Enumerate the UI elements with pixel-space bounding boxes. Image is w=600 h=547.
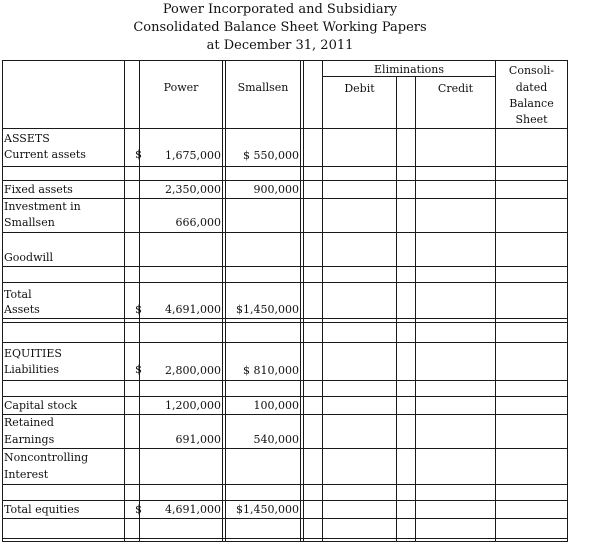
- grid-line: [124, 60, 125, 542]
- column-header-consolidated: dated: [515, 81, 548, 94]
- grid-line: [2, 414, 568, 415]
- cell-total-equities-smallsen: $1,450,000: [236, 503, 299, 516]
- row-label-noncontrolling-interest: Interest: [4, 468, 49, 481]
- row-label-total-equities: Total equities: [4, 503, 80, 516]
- cell-liabilities-power: 2,800,000: [165, 364, 221, 377]
- grid-line: [396, 76, 397, 542]
- row-label-fixed-assets: Fixed assets: [4, 183, 73, 196]
- row-label-liabilities: Liabilities: [4, 363, 60, 376]
- grid-line: [303, 60, 304, 542]
- cell-fixed-assets-power: 2,350,000: [165, 183, 221, 196]
- row-label-current-assets: Current assets: [4, 148, 86, 161]
- cell-investment-power: 666,000: [175, 216, 221, 229]
- grid-line: [567, 60, 568, 542]
- column-header-debit: Debit: [344, 82, 375, 95]
- dollar-sign: $: [135, 363, 142, 376]
- grid-line: [2, 380, 568, 381]
- column-header-consolidated: Balance: [509, 97, 554, 110]
- column-header-consolidated: Consoli-: [508, 64, 555, 77]
- cell-retained-earnings-power: 691,000: [175, 433, 221, 446]
- cell-total-assets-smallsen: $1,450,000: [236, 303, 299, 316]
- grid-line: [2, 541, 568, 542]
- grid-line: [2, 396, 568, 397]
- grid-line: [2, 322, 568, 323]
- grid-line: [2, 266, 568, 267]
- cell-current-assets-power: 1,675,000: [165, 149, 221, 162]
- grid-line: [225, 60, 226, 542]
- grid-line: [2, 128, 568, 129]
- grid-line: [322, 76, 496, 77]
- row-label-noncontrolling-interest: Noncontrolling: [4, 451, 89, 464]
- grid-line: [2, 448, 568, 449]
- grid-line: [222, 60, 223, 542]
- cell-liabilities-smallsen: $ 810,000: [243, 364, 299, 377]
- cell-retained-earnings-smallsen: 540,000: [253, 433, 299, 446]
- grid-line: [2, 500, 568, 501]
- report-title-line-2: Consolidated Balance Sheet Working Papers: [133, 20, 427, 35]
- grid-line: [2, 166, 568, 167]
- row-label-goodwill: Goodwill: [4, 251, 54, 264]
- grid-line: [415, 76, 416, 542]
- column-header-credit: Credit: [437, 82, 474, 95]
- grid-line: [2, 518, 568, 519]
- row-label-retained-earnings: Earnings: [4, 433, 55, 446]
- grid-line: [139, 60, 140, 542]
- working-paper-grid: [2, 60, 568, 542]
- column-header-eliminations: Eliminations: [374, 63, 444, 76]
- grid-line: [2, 538, 568, 539]
- grid-line: [2, 232, 568, 233]
- row-label-investment: Smallsen: [4, 216, 55, 229]
- grid-line: [322, 60, 323, 542]
- cell-capital-stock-power: 1,200,000: [165, 399, 221, 412]
- report-title-line-1: Power Incorporated and Subsidiary: [162, 2, 398, 17]
- column-header-power: Power: [163, 81, 199, 94]
- row-label-total-assets: Total: [4, 288, 32, 301]
- cell-total-equities-power: 4,691,000: [165, 503, 221, 516]
- dollar-sign: $: [135, 503, 142, 516]
- report-title-line-3: at December 31, 2011: [206, 38, 354, 53]
- cell-current-assets-smallsen: $ 550,000: [243, 149, 299, 162]
- grid-line: [2, 342, 568, 343]
- row-label-capital-stock: Capital stock: [4, 399, 78, 412]
- cell-fixed-assets-smallsen: 900,000: [253, 183, 299, 196]
- cell-total-assets-power: 4,691,000: [165, 303, 221, 316]
- row-label-retained-earnings: Retained: [4, 416, 54, 429]
- dollar-sign: $: [135, 303, 142, 316]
- grid-line: [2, 180, 568, 181]
- grid-line: [2, 282, 568, 283]
- grid-line: [2, 318, 568, 319]
- dollar-sign: $: [135, 148, 142, 161]
- grid-line: [2, 198, 568, 199]
- row-label-investment: Investment in: [4, 200, 81, 213]
- grid-line: [300, 60, 301, 542]
- cell-capital-stock-smallsen: 100,000: [253, 399, 299, 412]
- column-header-smallsen: Smallsen: [237, 81, 289, 94]
- row-label-total-assets: Assets: [4, 303, 40, 316]
- grid-line: [2, 484, 568, 485]
- section-heading-assets: ASSETS: [4, 132, 50, 145]
- grid-line: [2, 60, 3, 542]
- section-heading-equities: EQUITIES: [4, 347, 62, 360]
- grid-line: [2, 60, 568, 61]
- column-header-consolidated: Sheet: [515, 113, 548, 126]
- grid-line: [495, 60, 496, 542]
